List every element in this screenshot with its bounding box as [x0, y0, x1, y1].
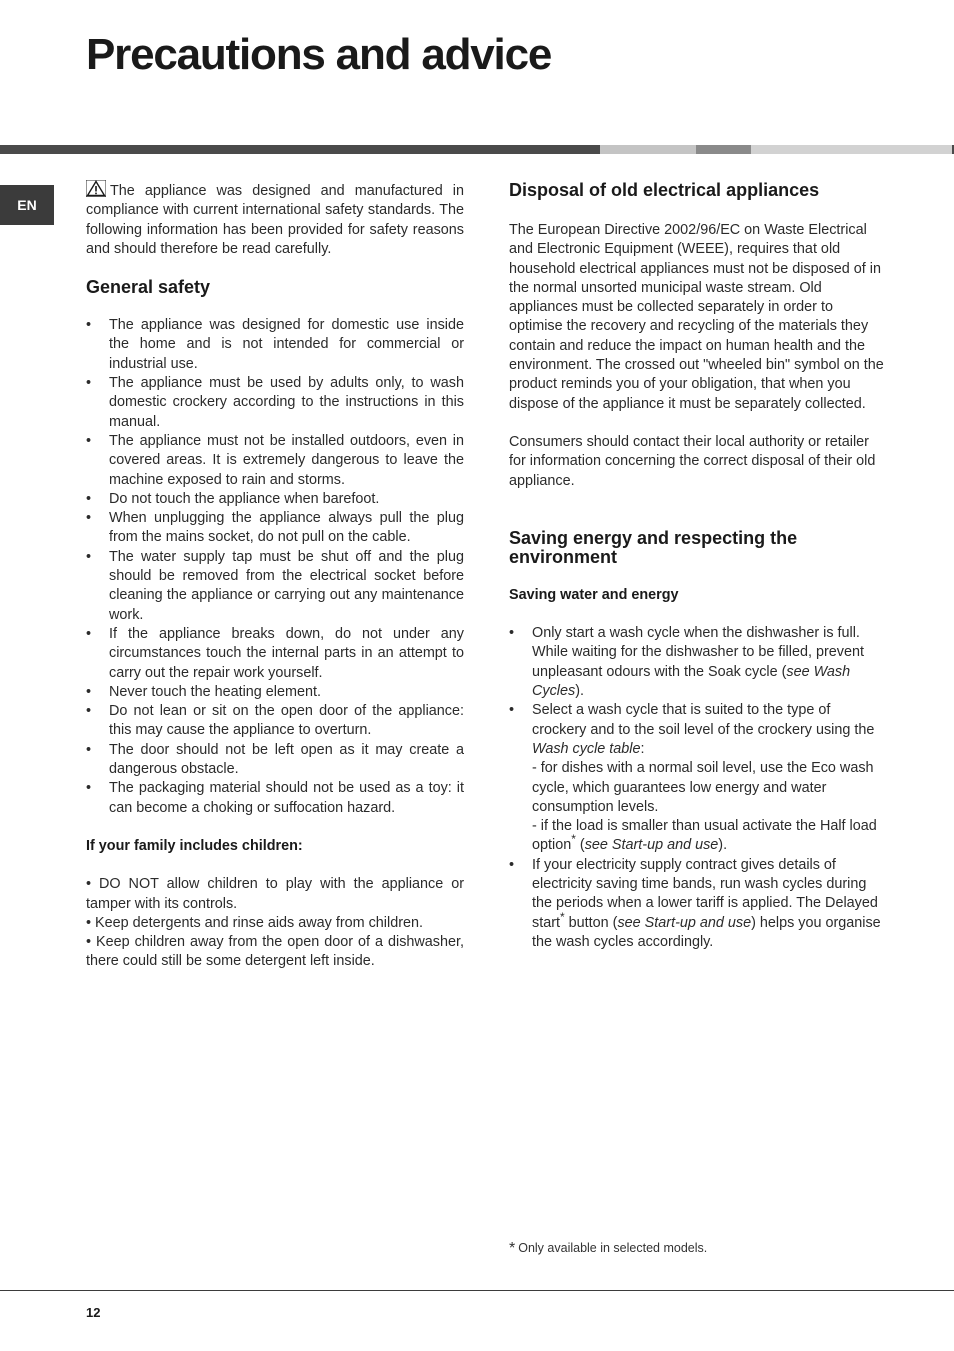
saving-list: [509, 624, 885, 952]
list-item: • Keep detergents and rinse aids away from children.: [86, 914, 424, 931]
list-item: • The appliance must be used by adults only, to wash domestic crockery according to the instructions in this manual.: [86, 374, 464, 432]
list-item: • Do not lean or sit on the open door of the appliance: this may cause the appliance to overturn.: [86, 702, 464, 741]
intro-paragraph: [86, 180, 464, 259]
list-item: • If the appliance breaks down, do not under any circumstances touch the internal parts in an attempt to carry out the repair work yourself.: [86, 625, 464, 683]
header-bar-light-end: [751, 145, 953, 154]
cross-reference: see Start-up and use: [617, 914, 752, 931]
cross-reference: Wash cycle table: [532, 740, 641, 757]
footer-rule: [0, 1290, 954, 1291]
intro-text: The appliance was designed and manufactured in compliance with current international safety standards. The following information has been provided for safety reasons and should therefore be read carefully.: [86, 183, 464, 257]
list-item: • The door should not be left open as it may create a dangerous obstacle.: [86, 741, 464, 780]
general-safety-list: [86, 316, 464, 818]
children-heading: If your family includes children:: [86, 837, 303, 854]
list-item: • Select a wash cycle that is suited to the type of crockery and to the soil level of the crockery using the Wash cycle table: - for dishes with a normal soil level, use the Eco wash cycle, which guarantees low energy and water consumption levels. - if the load is smaller than usual activate the Half load option* (see Start-up and use).: [509, 701, 885, 855]
language-tab: EN: [0, 185, 54, 225]
asterisk: *: [571, 832, 576, 847]
list-item: • Never touch the heating element.: [86, 683, 464, 702]
list-item: • Only start a wash cycle when the dishwasher is full. While waiting for the dishwasher to be filled, prevent unpleasant odours with the Soak cycle (see Wash Cycles).: [509, 624, 885, 701]
general-safety-heading: General safety: [86, 277, 211, 298]
page-title: Precautions and advice: [86, 30, 552, 79]
footnote-text: Only available in selected models.: [518, 1241, 708, 1255]
header-bar-mid: [696, 145, 751, 154]
saving-heading: Saving energy and respecting the environment: [509, 527, 798, 567]
cross-reference: see Start-up and use: [584, 837, 719, 854]
disposal-paragraph: Consumers should contact their local authority or retailer for information concerning the correct disposal of their old appliance.: [509, 433, 876, 489]
header-bar-light: [600, 145, 696, 154]
asterisk: *: [560, 909, 565, 924]
saving-subheading: Saving water and energy: [509, 586, 679, 603]
disposal-heading: Disposal of old electrical appliances: [509, 180, 820, 200]
list-item: • Do not touch the appliance when barefoot.: [86, 490, 464, 509]
warning-icon: [86, 180, 106, 197]
list-item: • When unplugging the appliance always pull the plug from the mains socket, do not pull on the cable.: [86, 509, 464, 548]
footnote: [509, 1240, 707, 1258]
children-list: [86, 875, 464, 971]
list-item: • The appliance was designed for domestic use inside the home and is not intended for commercial or industrial use.: [86, 316, 464, 374]
disposal-paragraph: The European Directive 2002/96/EC on Waste Electrical and Electronic Equipment (WEEE), requires that old household electrical appliances must not be disposed of in the normal unsorted municipal waste stream. Old appliances must be collected separately in order to optimise the recovery and recycling of the materials they contain and reduce the impact on human health and the environment. The crossed out "wheeled bin" symbol on the product reminds you of your obligation, that when you dispose of the appliance it must be separately collected.: [509, 222, 884, 412]
right-column: [509, 180, 885, 952]
list-item: • DO NOT allow children to play with the appliance or tamper with its controls.: [86, 876, 464, 912]
list-item: • If your electricity supply contract gives details of electricity saving time bands, run wash cycles during the periods when a lower tariff is applied. The Delayed start* button (see Start-up and use) helps you organise the wash cycles accordingly.: [509, 856, 885, 952]
list-item: • The packaging material should not be used as a toy: it can become a choking or suffocation hazard.: [86, 779, 464, 818]
list-item: • Keep children away from the open door of a dishwasher, there could still be some detergent left inside.: [86, 934, 464, 970]
list-item: • The appliance must not be installed outdoors, even in covered areas. It is extremely dangerous to leave the machine exposed to rain and storms.: [86, 432, 464, 490]
asterisk: *: [509, 1240, 516, 1257]
header-bar-dark: [0, 145, 600, 154]
page-number: 12: [86, 1305, 101, 1320]
left-column: [86, 180, 464, 972]
list-item: • The water supply tap must be shut off and the plug should be removed from the electrical socket before cleaning the appliance or carrying out any maintenance work.: [86, 548, 464, 625]
cross-reference: see Wash Cycles: [532, 663, 851, 700]
